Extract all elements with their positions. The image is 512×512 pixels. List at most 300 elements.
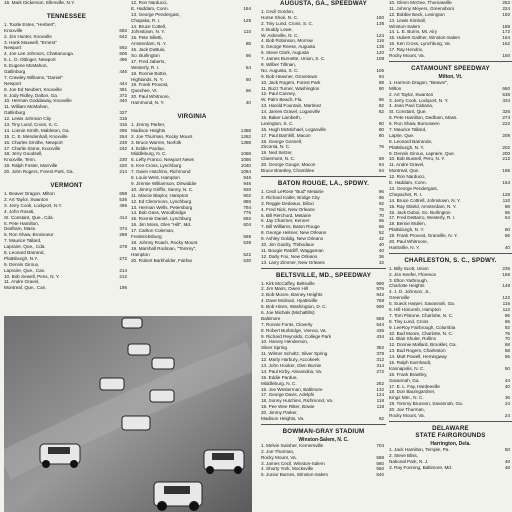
- points-value: 886: [243, 198, 251, 204]
- driver-name: 13. Herman Wells, Petersburg: [131, 204, 193, 210]
- points-value: 1262: [240, 133, 251, 139]
- points-value: 96: [504, 312, 510, 318]
- driver-name: 4. Fred Nick, New Orleans: [261, 206, 315, 212]
- points-value: 588: [376, 454, 384, 460]
- points-value: 794: [243, 204, 251, 210]
- driver-name: Rocky Mount, Va.: [389, 53, 425, 59]
- points-value: 60: [504, 227, 510, 233]
- driver-name: No. Augusta, S. C.: [261, 67, 299, 73]
- driver-name: 9. LeeRoy Fairbrough, Columbia: [389, 324, 456, 330]
- driver-name: Montreal, Que.: [389, 168, 420, 174]
- driver-name: 15. Hubert Gaither, Winston-Salem: [389, 35, 461, 41]
- points-value: 50: [504, 365, 510, 371]
- driver-name: Quechee, Vt.: [131, 88, 158, 94]
- driver-name: 1. Tootle Estes, "Herbert",: [4, 21, 57, 27]
- points-value: 118: [376, 398, 384, 404]
- driver-name: 4. John Rosati,: [4, 208, 35, 214]
- points-value: 188: [502, 23, 510, 29]
- baton-rouge-standings: [261, 189, 386, 266]
- points-value: 212: [119, 273, 127, 279]
- driver-name: 11. Marcie Blaylor, Hampton: [131, 192, 189, 198]
- driver-name: Savannah, Ga.: [389, 377, 420, 383]
- driver-name: 17. Charlie Stone, Knoxville: [4, 145, 61, 151]
- driver-name: 19. Tommy Bruceon, Savannah, Ga.: [389, 401, 463, 407]
- driver-name: 3. Reggie Dedeaux, Biloxi: [261, 200, 314, 206]
- points-value: 70: [378, 212, 384, 218]
- points-value: 296: [119, 127, 127, 133]
- points-value: 278: [119, 244, 127, 250]
- delaware-standings: [389, 447, 512, 471]
- driver-name: 9. Dennis Giroux,: [4, 261, 40, 267]
- points-value: 288: [119, 232, 127, 238]
- points-value: 90: [378, 85, 384, 91]
- driver-name: 6. Hill Holcomb, Hampton: [389, 306, 441, 312]
- driver-name: 12. Darly Fox, New Orleans: [261, 253, 318, 259]
- driver-name: Lapraire, Que., Cda.: [4, 244, 46, 250]
- driver-name: 12. Donnie Mallard, Brooklet, Ga.: [389, 342, 457, 348]
- driver-name: 5. Bill Rerchord, Metairie: [261, 212, 312, 218]
- driver-name: Kings Mtn., N. C.: [389, 395, 424, 401]
- section-title-baton-rouge: BATON ROUGE, LA., SPDWY.: [277, 179, 370, 187]
- points-value: 82: [378, 103, 384, 109]
- driver-name: 17. Ray Hendrix,: [389, 47, 424, 53]
- points-value: 40: [504, 383, 510, 389]
- driver-name: 16. Jack DuBuis,: [131, 47, 166, 53]
- driver-name: 3. Elton Yarbrough,: [389, 277, 429, 283]
- driver-name: 8. Wilber Tillman,: [261, 62, 297, 68]
- driver-name: Claremont, N. C.: [261, 156, 296, 162]
- points-value: 660: [502, 85, 510, 91]
- points-value: 24: [504, 413, 510, 418]
- points-value: 68: [504, 342, 510, 348]
- driver-name: 16. Mark Dickerson, Ellenville, N.Y.: [4, 0, 75, 5]
- points-value: 56: [378, 224, 384, 230]
- driver-name: 6. Ron Shaw, Bomoseen: [389, 121, 440, 127]
- points-value: 704: [376, 442, 384, 448]
- points-value: 1054: [240, 169, 251, 175]
- driver-name: Winston-Salem: [389, 23, 421, 29]
- driver-name: Amsterdam, N. Y.: [131, 41, 167, 47]
- driver-name: 2. Jim Mairs, Owen Hill: [261, 286, 308, 292]
- points-value: 506: [119, 51, 127, 57]
- points-value: 544: [376, 321, 384, 327]
- driver-name: 18. Sonny Hutchins, Richmond, Va.: [261, 398, 333, 404]
- points-value: 224: [502, 5, 510, 11]
- driver-name: 8. Louis West, Hampton: [131, 175, 180, 181]
- vermont-cont: [131, 0, 253, 106]
- section-title-beltsville: BELTSVILLE, MD., SPEEDWAY: [275, 271, 372, 279]
- points-value: 316: [119, 116, 127, 122]
- driver-name: Rocky Mount, Va.: [261, 454, 297, 460]
- points-value: 382: [376, 345, 384, 351]
- points-value: 976: [376, 286, 384, 292]
- section-title-delaware: DELAWARE: [432, 424, 469, 432]
- driver-name: 13. George Pendergast,: [131, 11, 180, 17]
- driver-name: 10. Bud Moore, Charlotte, N. C.: [389, 330, 454, 336]
- tennessee-standings: [4, 22, 129, 175]
- driver-name: 19. Pee Wee Ritter, Bowie: [261, 404, 315, 410]
- points-value: 252: [376, 380, 384, 386]
- driver-name: 7. Crawley Williams, "Daniel": [4, 74, 63, 80]
- driver-name: 16. Charles Smithe, Newport: [4, 139, 63, 145]
- driver-name: Rocky Mount, Va.: [389, 413, 425, 418]
- points-value: 212: [502, 156, 510, 162]
- driver-name: 2. Jim Keefer, Florence: [389, 271, 437, 277]
- driver-name: 15. Ronnie Daniel, Lynchburg: [131, 216, 192, 222]
- vermont-standings: [4, 191, 129, 291]
- driver-name: 8. Tiny Lund, Cross: [389, 318, 429, 324]
- driver-name: 12. Ed Clemmons, Lynchburg: [131, 198, 192, 204]
- points-value: 930: [243, 186, 251, 192]
- driver-name: 4. J. D. Johnson, Jr.,: [389, 289, 431, 295]
- points-value: 136: [376, 44, 384, 50]
- tennessee-cont: [4, 0, 129, 6]
- points-value: 162: [502, 41, 510, 47]
- driver-name: 4. Shorty York, Mocksville: [261, 466, 314, 472]
- driver-name: 7. Tom Pistone, Charlotte, N. C.: [389, 312, 454, 318]
- driver-name: 18. Johnny Roach, Rocky Mount: [131, 239, 198, 245]
- driver-name: 14. James Gravel, Loganville: [261, 109, 321, 115]
- driver-name: 13. George Pendergast,: [389, 185, 438, 191]
- points-value: 58: [504, 348, 510, 354]
- driver-name: 12. Bobbie Beck, Lexington: [389, 11, 445, 17]
- points-value: 110: [243, 29, 251, 35]
- driver-name: Hampton: [131, 251, 150, 257]
- driver-name: 20. John Rogers, Forest Park, Ga.: [4, 169, 74, 175]
- driver-name: 10. Bob Sewell, Pens, N. Y.: [4, 273, 60, 279]
- driver-name: 5. George Reese, Augusta: [261, 44, 316, 50]
- points-value: 230: [119, 157, 127, 163]
- driver-name: 2. Joe Thurman,: [261, 448, 295, 454]
- points-value: 192: [502, 11, 510, 17]
- points-value: 592: [119, 45, 127, 51]
- points-value: 164: [243, 5, 251, 11]
- standings-entry: [261, 260, 386, 266]
- points-value: 96: [504, 318, 510, 324]
- driver-name: Plattsburgh, N.Y.: [4, 255, 38, 261]
- driver-name: 17. E. L. Fay, Hardeeville: [389, 383, 440, 389]
- section-title-bowman-gray: BOWMAN-GRAY STADIUM: [282, 427, 365, 435]
- driver-name: 14. Bruce Cottell,: [131, 23, 167, 29]
- driver-name: 4. Jean Paul Cabana,: [389, 103, 434, 109]
- points-value: 208: [502, 132, 510, 138]
- points-value: 776: [243, 210, 251, 216]
- points-value: 378: [376, 351, 384, 357]
- driver-name: Newport: [4, 45, 22, 51]
- driver-name: E. Haddam, Conn.: [131, 5, 169, 11]
- points-value: 560: [376, 466, 384, 472]
- driver-name: 11. Johnny Meyers, Greensboro: [389, 5, 455, 11]
- driver-name: 3. Buddy Lowe,: [261, 26, 293, 32]
- driver-name: 2. Steve Bliss,: [389, 452, 418, 458]
- driver-name: 5. Sueck Harper, Savannah, Ga.: [389, 301, 455, 307]
- driver-name: 13. Lewis Kimball,: [389, 17, 426, 23]
- beltsville-standings: [261, 281, 386, 422]
- points-value: 538: [243, 239, 251, 245]
- driver-name: 1. Kirk McCaffey, Beltsville: [261, 280, 315, 286]
- points-value: 590: [376, 304, 384, 310]
- points-value: 150: [502, 53, 510, 59]
- driver-name: 6. Steve Clark, Augusta: [261, 50, 309, 56]
- points-value: 436: [376, 327, 384, 333]
- points-value: 56: [504, 354, 510, 360]
- points-value: 1056: [240, 157, 251, 163]
- points-value: 40: [504, 244, 510, 250]
- points-value: 56: [504, 233, 510, 239]
- driver-name: 16. Jim Moss, Glen "Hill", Md.: [131, 222, 192, 228]
- points-value: 66: [245, 53, 251, 59]
- driver-name: 12. Ron Narducci,: [389, 174, 426, 180]
- standings-entry: [4, 285, 129, 291]
- driver-name: 14. Bruce Cottrell, Johnstown, N. Y.: [389, 197, 461, 203]
- driver-name: Knoxville: [4, 27, 23, 33]
- driver-name: Kannapolis, N. C.: [389, 365, 425, 371]
- points-value: 80: [378, 120, 384, 126]
- driver-name: 11. Andre Gravel,: [4, 279, 40, 285]
- points-value: 128: [502, 191, 510, 197]
- points-value: 172: [502, 29, 510, 35]
- points-value: 110: [502, 197, 510, 203]
- points-value: 108: [376, 56, 384, 62]
- driver-name: 2. Joe Thurman, Rocky Mount: [131, 133, 193, 139]
- points-value: 92: [378, 200, 384, 206]
- points-value: 122: [502, 295, 510, 301]
- section-title-tennessee: TENNESSEE: [46, 12, 87, 20]
- driver-name: Horse Shoe, N. C.: [261, 14, 299, 20]
- points-value: 200: [502, 150, 510, 156]
- driver-name: 5. L. D. Ottinger, Newport: [4, 57, 56, 63]
- points-value: 132: [376, 386, 384, 392]
- driver-name: 20. George Gouge, Macon: [261, 162, 316, 168]
- points-value: 568: [243, 233, 251, 239]
- points-value: 334: [502, 97, 510, 103]
- points-value: 164: [502, 35, 510, 41]
- driver-name: Madison Heights, Va.: [261, 416, 305, 421]
- section-title-augusta: AUGUSTA, GA., SPEEDWAY: [280, 0, 367, 7]
- points-value: 44: [504, 377, 510, 383]
- driver-name: 2. Richard Kalter, Bridge City: [261, 194, 320, 200]
- driver-name: 13. Tiny Lund, Cross, S. C.: [4, 122, 59, 128]
- standings-entry: [131, 100, 253, 106]
- driver-name: 5. Bob Hines, Washington, D. C.: [261, 304, 327, 310]
- points-value: 148: [502, 283, 510, 289]
- driver-name: 1. Jack Hamilton, Temple, Pa.: [389, 446, 450, 452]
- driver-name: W. Palm Beach, Fla.: [261, 97, 303, 103]
- driver-name: 9. Dennis Giroux, Lapraire, Que.: [389, 150, 455, 156]
- driver-name: Fredericksburg: [131, 233, 162, 239]
- points-value: 496: [119, 202, 127, 208]
- points-value: 496: [119, 57, 127, 63]
- points-value: 160: [376, 14, 384, 20]
- driver-name: 13. Harold Fountain, Martinez: [261, 103, 322, 109]
- driver-name: 1. Cecil LeRose "Bud" Metairie: [261, 188, 324, 194]
- driver-name: 2. Art Taylor, Swanton: [4, 196, 49, 202]
- points-value: 76: [378, 144, 384, 150]
- points-value: 446: [119, 69, 127, 75]
- driver-name: 15. Pete Silletti,: [131, 35, 163, 41]
- points-value: 536: [502, 91, 510, 97]
- driver-name: 16. Jack Duboi, So. Burlington: [389, 209, 451, 215]
- points-value: 272: [119, 255, 127, 261]
- driver-name: 8. Joe Ed Neubert, Knoxville: [4, 86, 62, 92]
- points-value: 312: [376, 357, 384, 363]
- points-value: 202: [502, 144, 510, 150]
- driver-name: Dedham, Mass.: [4, 226, 37, 232]
- driver-name: 2. Jim Hunter, Knoxville: [4, 33, 52, 39]
- driver-name: 3. Bob Moore, Barney Heights: [261, 292, 323, 298]
- driver-name: 8. Leonard Barrand,: [4, 249, 45, 255]
- driver-name: E. Haddam, Conn.: [389, 180, 427, 186]
- points-value: 946: [243, 175, 251, 181]
- driver-name: 16. Frank Brantley,: [389, 371, 428, 377]
- driver-name: Plattsburgh, N. Y.: [389, 227, 425, 233]
- points-value: 40: [378, 247, 384, 253]
- driver-name: 4. Dave Molinari, Hyattsville: [261, 298, 318, 304]
- points-value: 80: [378, 132, 384, 138]
- points-value: 340: [119, 98, 127, 104]
- driver-name: 10. Jack Rogers, Forest Park: [261, 79, 321, 85]
- points-value: 36: [504, 395, 510, 401]
- driver-name: 11. Boogie Ratcliff, Waggaman: [261, 247, 324, 253]
- driver-name: 1. Billy Scott, Union: [389, 265, 429, 271]
- driver-name: 1. Jimmy Parker,: [131, 122, 166, 128]
- points-value: 252: [502, 0, 510, 5]
- points-value: 48: [504, 464, 510, 470]
- bowman-gray-standings: [261, 443, 386, 478]
- driver-name: 14. Bob Gass, Woodbridge: [131, 210, 186, 216]
- driver-name: Westerly, R. I.: [131, 64, 160, 70]
- points-value: 112: [502, 306, 510, 312]
- driver-name: 5. Pete Hamilton, Dedham, Mass.: [389, 115, 458, 121]
- driver-name: 20. Paul Whitmore,: [389, 238, 428, 244]
- points-value: 60: [245, 76, 251, 82]
- points-value: 214: [119, 267, 127, 273]
- points-value: 768: [376, 298, 384, 304]
- section-title-delaware-2: STATE FAIRGROUNDS: [415, 431, 486, 439]
- standings-entry: [389, 245, 512, 251]
- driver-name: W. Asheville, N. C.: [261, 32, 299, 38]
- points-value: 24: [504, 401, 510, 407]
- driver-name: 18. Bernie Mullen,: [389, 221, 426, 227]
- driver-name: 17. Fred DeBarro, Westerly, R. I.: [389, 215, 456, 221]
- bowman-gray-cont: [389, 0, 512, 59]
- points-value: 40: [245, 100, 251, 106]
- driver-name: Knoxville, Tenn.: [4, 157, 36, 163]
- points-value: 64: [378, 168, 384, 174]
- standings-entry: [261, 416, 386, 422]
- driver-name: 12. Paul Canney,: [261, 91, 296, 97]
- points-value: 106: [376, 67, 384, 73]
- driver-name: 3. James Cecil, Winston-Salem: [261, 460, 325, 466]
- points-value: 92: [378, 416, 384, 421]
- points-value: 902: [243, 192, 251, 198]
- points-value: 946: [243, 180, 251, 186]
- points-value: 36: [378, 253, 384, 259]
- driver-name: Madison Heights: [131, 127, 166, 133]
- points-value: 391: [119, 86, 127, 92]
- points-value: 138: [376, 20, 384, 26]
- standings-entry: [131, 258, 253, 264]
- driver-name: 19. Ralph Foster, Marrville: [4, 163, 58, 169]
- driver-name: 3. Jerry Cook, Lockport, N. Y.: [389, 97, 449, 103]
- points-value: 242: [119, 145, 127, 151]
- driver-name: 16. Ken Cross, Lynchburg, Va.: [389, 41, 451, 47]
- points-value: 156: [502, 271, 510, 277]
- driver-name: 6. Joe Michals (Michaltilts): [261, 309, 315, 315]
- standings-entry: [389, 53, 512, 59]
- points-value: 196: [119, 285, 127, 291]
- driver-name: 12. Marty Harbury, Accokeek: [261, 357, 320, 363]
- points-value: 32: [378, 259, 384, 265]
- driver-name: Bruce Brantley, Chamblee: [261, 168, 315, 174]
- driver-name: 9. Bob Heavner, Grovetown: [261, 73, 318, 79]
- points-value: 220: [119, 163, 127, 169]
- section-subtitle-bowman-gray: Winston-Salem, N. C.: [298, 436, 349, 443]
- points-value: 1358: [240, 139, 251, 145]
- points-value: 118: [376, 404, 384, 410]
- points-value: 236: [502, 265, 510, 271]
- driver-name: 5. Junior Barnes, Winston-Salem: [261, 472, 328, 478]
- driver-name: Montreal, Que., Can.: [4, 285, 47, 291]
- driver-name: National Park, N. J.: [389, 458, 429, 464]
- points-value: 48: [504, 458, 510, 464]
- points-value: 76: [378, 206, 384, 212]
- driver-name: 18. George Gosnell,: [261, 138, 303, 144]
- points-value: 88: [245, 41, 251, 47]
- points-value: 558: [376, 315, 384, 321]
- driver-name: 1. Cecil Gordon,: [261, 9, 295, 14]
- points-value: 80: [378, 126, 384, 132]
- driver-name: 15. Ray Stiteld, Amsterdam, N. Y.: [389, 203, 457, 209]
- driver-name: 7. Maurice Tallard,: [389, 127, 427, 133]
- points-value: 96: [378, 188, 384, 194]
- race-photo: [4, 316, 252, 512]
- points-value: 326: [502, 109, 510, 115]
- points-value: 214: [119, 169, 127, 175]
- driver-name: 6. Jay Charmer, Kenner: [261, 218, 310, 224]
- driver-name: 1. Harmon Dragon, "Beaver",: [389, 79, 449, 85]
- driver-name: 18. Ronnie Bottin,: [131, 70, 168, 76]
- points-value: 64: [378, 162, 384, 168]
- driver-name: 11. William McMahan,: [4, 104, 49, 110]
- driver-name: 19. Frank Provost,: [131, 82, 169, 88]
- driver-name: Highlands, N. Y.: [131, 76, 164, 82]
- driver-name: 20. Robert Barkholder, Fairfax: [131, 257, 193, 263]
- points-value: 66: [504, 209, 510, 215]
- driver-name: 17. George Davis, Adelphi: [261, 392, 315, 398]
- driver-name: 6. Eugene McMahon,: [4, 63, 48, 69]
- points-value: 1040: [240, 163, 251, 169]
- driver-name: 18. Jerry Goodsell,: [4, 151, 43, 157]
- points-value: 444: [119, 80, 127, 86]
- driver-name: 15. C. E. Mendenhall, Knoxville: [4, 133, 68, 139]
- virginia-standings: [131, 122, 253, 263]
- driver-name: 13. Bud Rogers, Charleston: [389, 348, 446, 354]
- driver-name: 20. Jimmy Parker,: [261, 410, 298, 416]
- driver-name: 9. Jimmie Williamson, Dinwiddie: [131, 180, 197, 186]
- driver-name: 3. Jerry Cook, Lockport, N.Y.: [4, 202, 63, 208]
- driver-name: Milton: [389, 85, 402, 91]
- driver-name: Zirconia, N. C.: [261, 144, 291, 150]
- driver-name: Hartsville, N. Y.: [389, 244, 420, 250]
- driver-name: Newport: [4, 80, 22, 86]
- driver-name: 12. Lewis Johnson City: [4, 116, 52, 122]
- driver-name: Gatlinburg: [4, 69, 26, 75]
- driver-name: Greenville: [389, 295, 410, 301]
- points-value: 128: [243, 17, 251, 23]
- points-value: 82: [378, 109, 384, 115]
- driver-name: 5. Pete Hamilton,: [4, 220, 40, 226]
